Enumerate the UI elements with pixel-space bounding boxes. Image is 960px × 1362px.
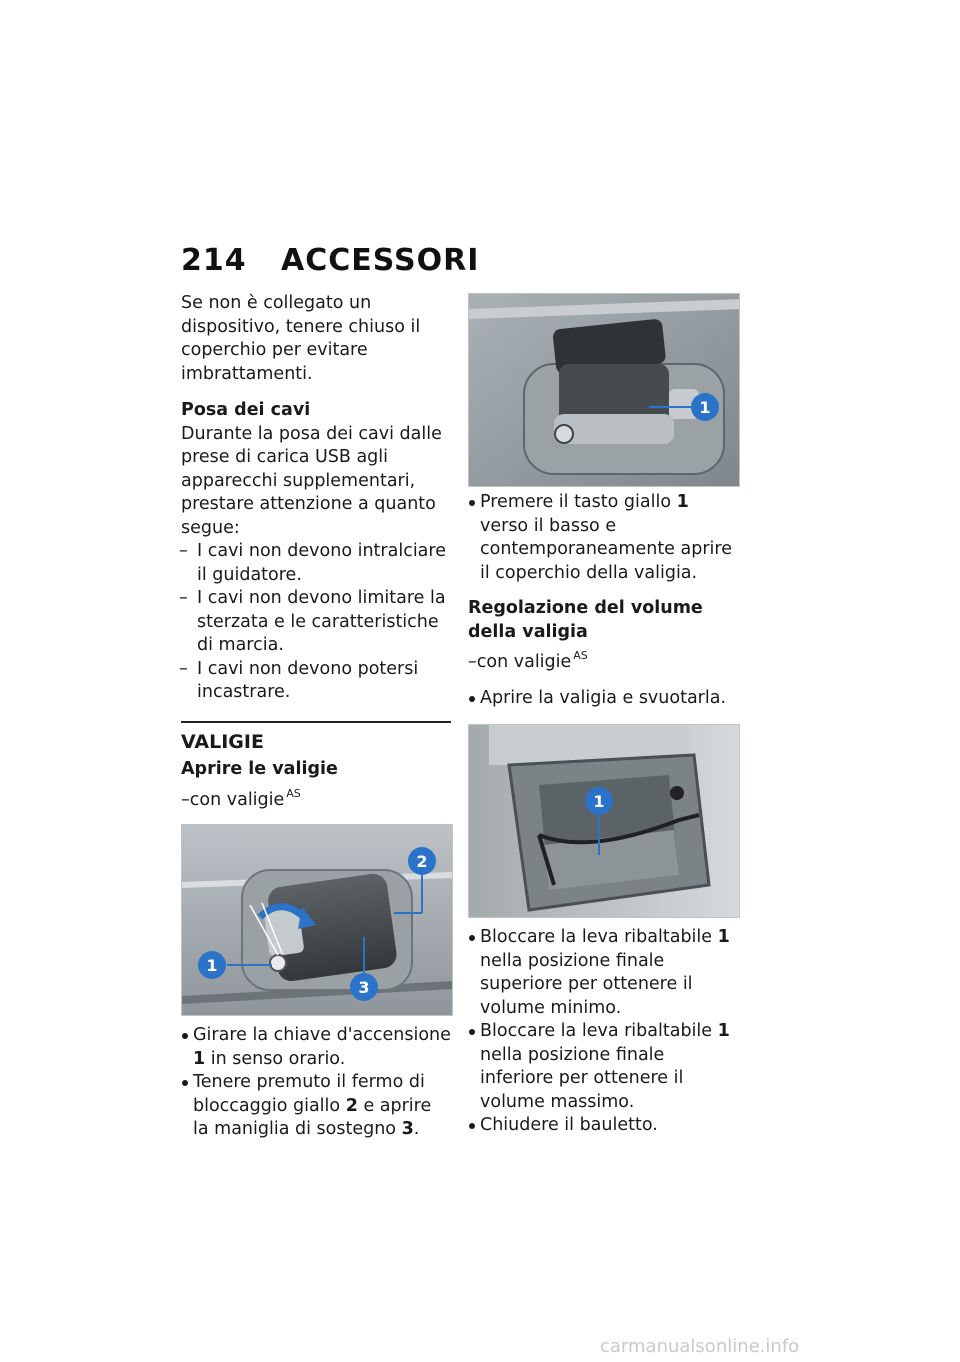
figure-open-case (181, 824, 453, 1016)
watermark: carmanualsonline.info (600, 1336, 800, 1357)
volume-heading: Regolazione del volume della valigia (468, 598, 703, 642)
list-item: – I cavi non devono potersi incastrare. (181, 658, 451, 705)
figure-yellow-button (468, 293, 740, 487)
page-header (181, 243, 479, 278)
section-title: ACCESSORI (281, 243, 480, 278)
list-item: Girare la chiave d'accensione 1 in senso orario. (181, 1024, 451, 1071)
condition-note: –con valigie $^{AS}$ (468, 649, 588, 672)
list-item: Bloccare la leva ribaltabile 1 nella posizione finale superiore per ottenere il volume minimo. (468, 926, 740, 1020)
list-item: Aprire la valigia e svuotarla. (468, 687, 740, 711)
callout-3: 3 (358, 978, 370, 997)
empty-step (468, 687, 740, 711)
callout-1: 1 (206, 956, 218, 975)
list-item: Premere il tasto giallo 1 verso il basso e contemporaneamente aprire il coperchio della valigia. (468, 491, 740, 585)
lever-steps (468, 926, 740, 1138)
list-item: – I cavi non devono intralciare il guidatore. (181, 540, 451, 587)
callout-1: 1 (593, 792, 605, 811)
unlock-steps (468, 491, 740, 585)
open-steps (181, 1024, 451, 1142)
left-column (181, 292, 451, 1142)
cables-text: Durante la posa dei cavi dalle prese di carica USB agli apparecchi supplementari, prestare attenzione a quanto segue: (181, 423, 442, 538)
list-item: Bloccare la leva ribaltabile 1 nella posizione finale inferiore per ottenere il volume massimo. (468, 1020, 740, 1114)
intro-text: Se non è collegato un dispositivo, tenere chiuso il coperchio per evitare imbrattamenti. (181, 293, 421, 384)
list-item: Chiudere il bauletto. (468, 1114, 740, 1138)
open-heading: Aprire le valigie (181, 759, 338, 779)
condition-note: –con valigie $^{AS}$ (181, 786, 301, 810)
list-item: Tenere premuto il fermo di bloccaggio giallo 2 e aprire la maniglia di sostegno 3. (181, 1071, 451, 1142)
figure-volume-lever (468, 724, 740, 918)
valigie-heading: VALIGIE (181, 730, 264, 753)
right-column (468, 293, 740, 1138)
cables-list (181, 540, 451, 705)
cables-heading: Posa dei cavi (181, 400, 311, 420)
section-divider (181, 721, 451, 723)
callout-2: 2 (416, 852, 428, 871)
list-item: – I cavi non devono limitare la sterzata e le caratteristiche di marcia. (181, 587, 451, 658)
page-number: 214 (181, 243, 247, 278)
callout-1: 1 (699, 398, 711, 417)
